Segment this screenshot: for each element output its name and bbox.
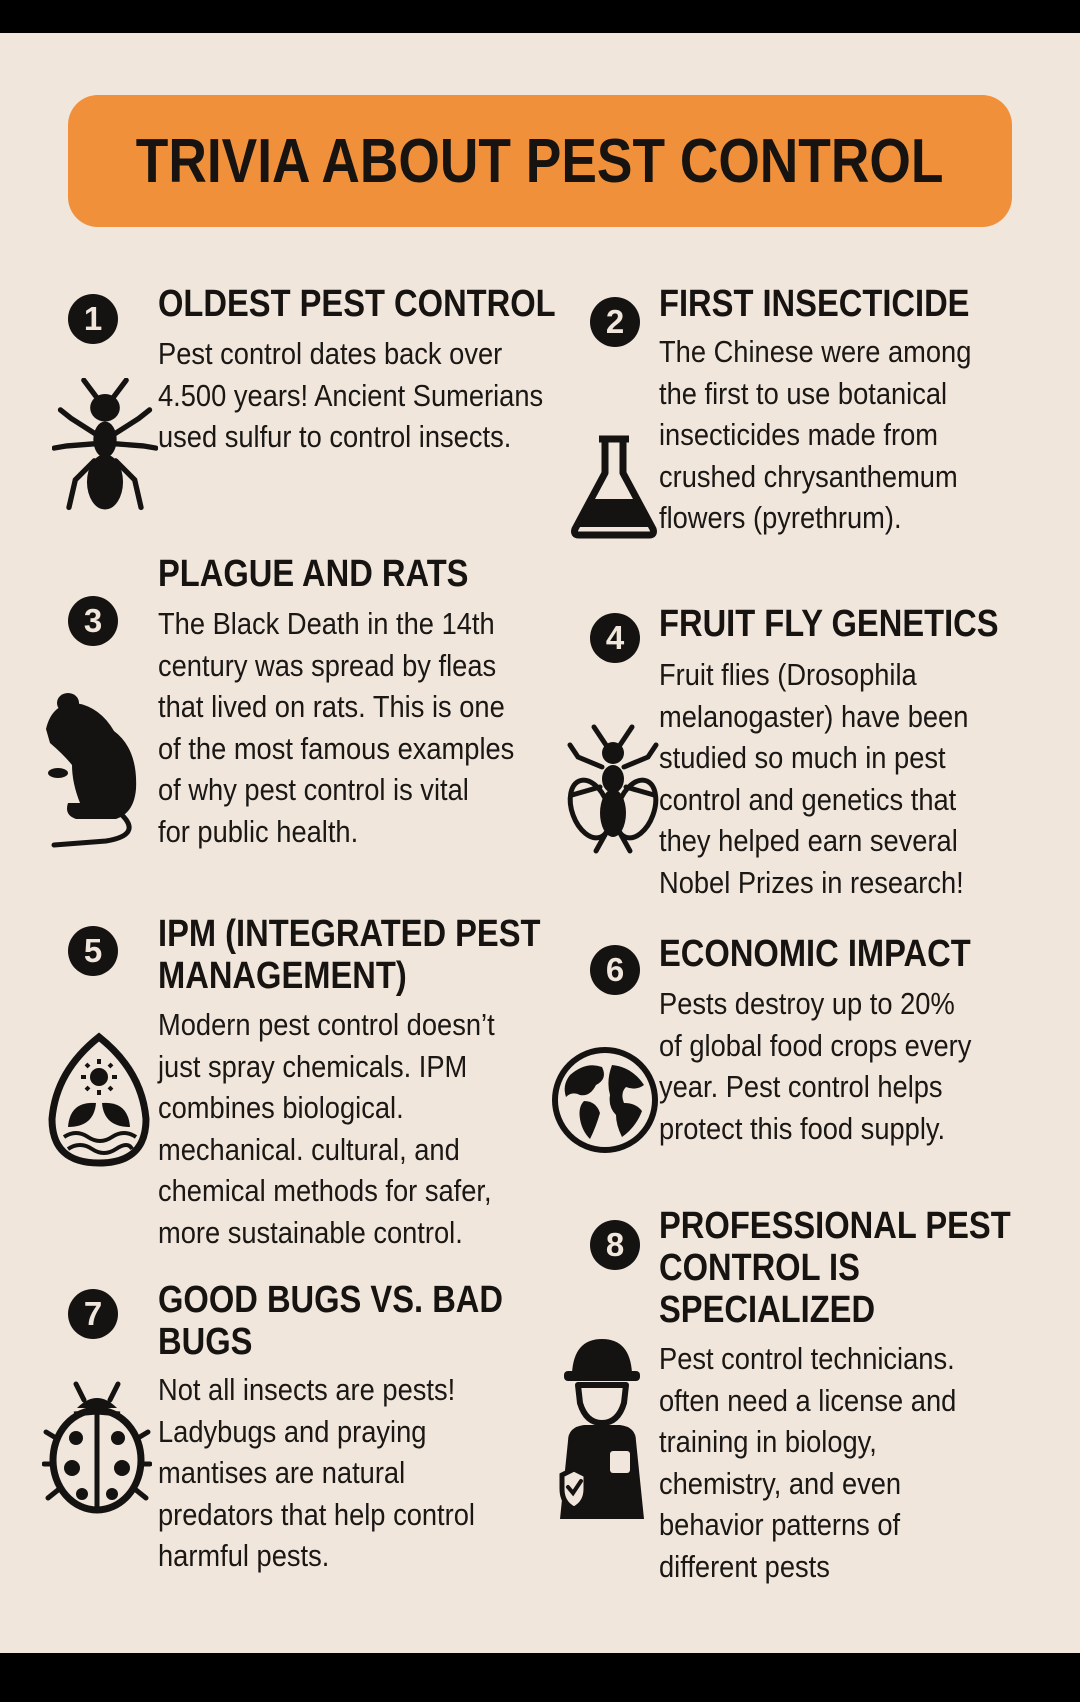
item-body-line: year. Pest control helps (659, 1069, 943, 1104)
item-heading-8 (659, 1205, 1011, 1331)
item-body-8 (659, 1338, 956, 1587)
item-body-line: Pest control technicians. (659, 1341, 955, 1376)
item-number-6: 6 (590, 945, 640, 995)
item-body-6 (659, 983, 971, 1149)
item-body-line: Modern pest control doesn’t (158, 1007, 495, 1042)
item-body-line: crushed chrysanthemum (659, 458, 958, 494)
fly-icon (566, 723, 660, 855)
item-body-line: Nobel Prizes in research! (659, 864, 964, 900)
rat-icon (42, 685, 152, 855)
item-heading-4 (659, 603, 999, 645)
item-body-line: Fruit flies (Drosophila (659, 657, 917, 692)
item-body-line: mechanical. cultural, and (158, 1131, 460, 1167)
item-body-line: mantises are natural (158, 1455, 406, 1490)
item-body-line: combines biological. (158, 1090, 404, 1125)
item-heading-line: PLAGUE AND RATS (158, 553, 469, 595)
item-body-line: training in biology, (659, 1424, 877, 1459)
ecosystem-icon (46, 1031, 152, 1169)
item-heading-line: SPECIALIZED (659, 1289, 876, 1331)
item-body-line: Pest control dates back over (158, 336, 503, 371)
item-body-line: of the most famous examples (158, 730, 515, 766)
item-number-3: 3 (68, 596, 118, 646)
infographic-page (0, 33, 1080, 1653)
item-body-line: Pests destroy up to 20% (659, 986, 955, 1021)
item-heading-5 (158, 913, 540, 997)
item-number-8: 8 (590, 1220, 640, 1270)
item-number-7: 7 (68, 1289, 118, 1339)
item-number-5: 5 (68, 926, 118, 976)
item-body-line: century was spread by fleas (158, 647, 497, 683)
item-body-line: insecticides made from (659, 417, 938, 452)
ant-icon (52, 378, 158, 516)
item-heading-line: PROFESSIONAL PEST (659, 1205, 1011, 1247)
item-body-5 (158, 1004, 495, 1253)
item-body-line: that lived on rats. This is one (158, 689, 505, 724)
item-number-4: 4 (590, 613, 640, 663)
item-body-line: 4.500 years! Ancient Sumerians (158, 377, 544, 413)
item-body-line: predators that help control (158, 1496, 475, 1532)
item-body-line: the first to use botanical (659, 375, 948, 411)
item-body-line: flowers (pyrethrum). (659, 500, 902, 535)
flask-icon (568, 431, 660, 541)
item-body-line: harmful pests. (158, 1538, 330, 1573)
item-body-line: chemical methods for safer, (158, 1173, 492, 1208)
item-heading-line: FRUIT FLY GENETICS (659, 603, 999, 645)
item-heading-line: OLDEST PEST CONTROL (158, 283, 556, 325)
item-body-line: behavior patterns of (659, 1507, 901, 1542)
item-heading-line: IPM (INTEGRATED PEST (158, 913, 541, 955)
item-heading-line: GOOD BUGS VS. BAD (158, 1279, 503, 1321)
item-body-1 (158, 333, 543, 458)
item-body-line: chemistry, and even (659, 1465, 902, 1501)
item-body-line: for public health. (158, 813, 359, 849)
item-body-line: of global food crops every (659, 1027, 972, 1063)
ladybug-icon (42, 1378, 152, 1514)
item-heading-line: CONTROL IS (659, 1247, 860, 1289)
page-title: TRIVIA ABOUT PEST CONTROL (136, 126, 944, 196)
item-body-line: melanogaster) have been (659, 698, 969, 734)
item-heading-2 (659, 283, 969, 325)
item-body-line: The Black Death in the 14th (158, 606, 495, 641)
item-body-3 (158, 603, 514, 852)
item-number-1: 1 (68, 294, 118, 344)
item-body-line: The Chinese were among (659, 334, 972, 369)
item-body-7 (158, 1369, 475, 1577)
item-heading-6 (659, 933, 971, 975)
item-body-line: different pests (659, 1548, 830, 1584)
item-body-4 (659, 654, 968, 903)
item-number-2: 2 (590, 297, 640, 347)
item-body-line: used sulfur to control insects. (158, 419, 512, 454)
item-body-2 (659, 331, 971, 539)
item-body-line: Ladybugs and praying (158, 1413, 427, 1449)
item-body-line: often need a license and (659, 1382, 957, 1418)
item-body-line: control and genetics that (659, 781, 957, 817)
technician-icon (544, 1329, 660, 1519)
title-banner (68, 95, 1012, 227)
item-heading-line: MANAGEMENT) (158, 955, 407, 997)
item-body-line: Not all insects are pests! (158, 1372, 456, 1407)
item-heading-line: BUGS (158, 1321, 253, 1363)
globe-icon (550, 1045, 660, 1155)
item-body-line: just spray chemicals. IPM (158, 1048, 468, 1084)
item-body-line: studied so much in pest (659, 740, 946, 775)
item-heading-line: FIRST INSECTICIDE (659, 283, 970, 325)
item-body-line: of why pest control is vital (158, 772, 469, 807)
item-heading-7 (158, 1279, 503, 1363)
item-heading-3 (158, 553, 468, 595)
item-body-line: more sustainable control. (158, 1214, 463, 1250)
item-heading-line: ECONOMIC IMPACT (659, 933, 971, 975)
item-heading-1 (158, 283, 556, 325)
item-body-line: protect this food supply. (659, 1110, 946, 1146)
item-body-line: they helped earn several (659, 823, 958, 858)
